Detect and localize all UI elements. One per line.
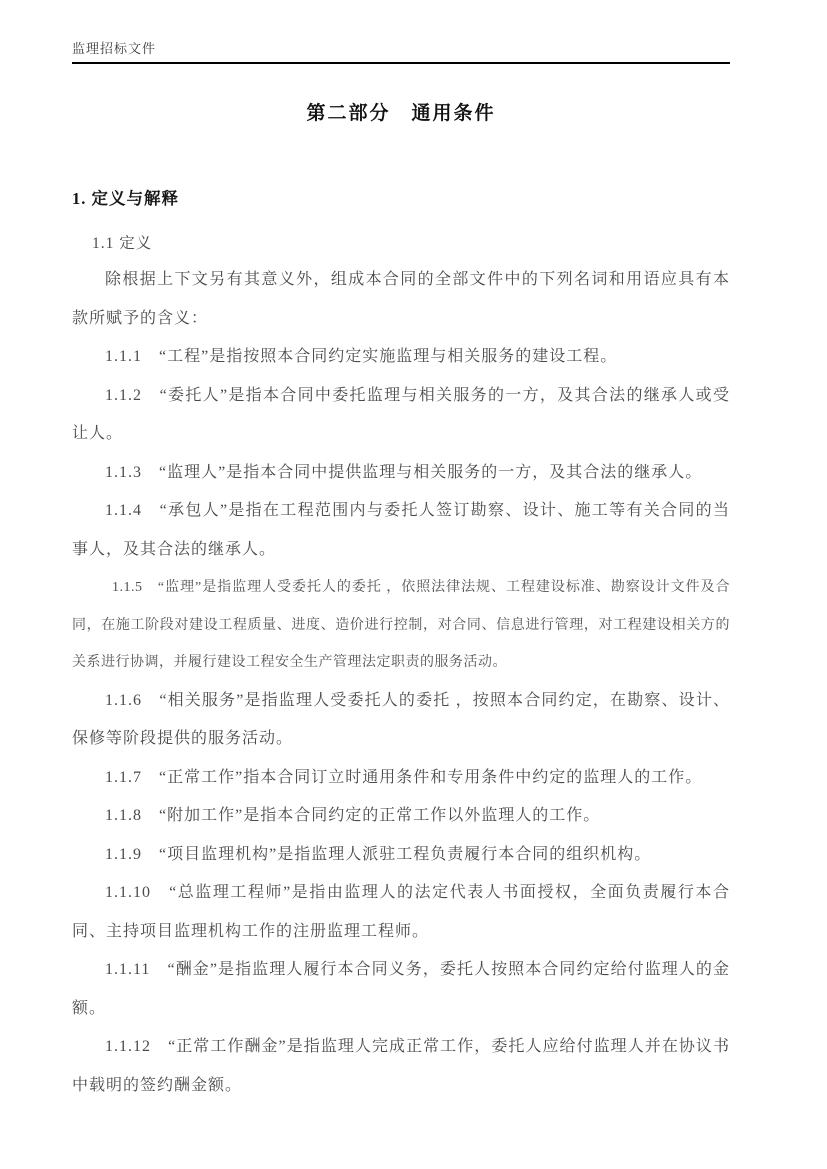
clause-1-1-2: 1.1.2 “委托人”是指本合同中委托监理与相关服务的一方，及其合法的继承人或受让人。 — [72, 386, 730, 442]
definitions-body — [72, 261, 730, 1105]
header-title: 监理招标文件 — [72, 41, 157, 56]
subsection-heading: 1.1 定义 — [92, 235, 153, 252]
clause-1-1-8: 1.1.8 “附加工作”是指本合同约定的正常工作以外监理人的工作。 — [105, 807, 601, 824]
clause-1-1-5: 1.1.5 “监理”是指监理人受委托人的委托 ，依照法律法规、工程建设标准、勘察设计文件及合同，在施工阶段对建设工程质量、进度、造价进行控制，对合同、信息进行管理，对工程建设相关方的关系进行协调，并履行建设工程安全生产管理法定职责的服务活动。 — [72, 580, 730, 670]
clause-1-1-7: 1.1.7 “正常工作”指本合同订立时通用条件和专用条件中约定的监理人的工作。 — [105, 768, 703, 786]
clause-1-1-12: 1.1.12 “正常工作酬金”是指监理人完成正常工作，委托人应给付监理人并在协议书中载明的签约酬金额。 — [72, 1038, 730, 1094]
clause-1-1-11: 1.1.11 “酬金”是指监理人履行本合同义务，委托人按照本合同约定给付监理人的金额。 — [72, 961, 730, 1017]
document-title: 第二部分 通用条件 — [306, 103, 496, 124]
page-header — [72, 38, 730, 64]
clause-1-1-9: 1.1.9 “项目监理机构”是指监理人派驻工程负责履行本合同的组织机构。 — [105, 845, 652, 863]
clause-1-1-6: 1.1.6 “相关服务”是指监理人受委托人的委托 ，按照本合同约定，在勘察、设计、保修等阶段提供的服务活动。 — [72, 691, 730, 747]
clause-1-1-10: 1.1.10 “总监理工程师”是指由监理人的法定代表人书面授权，全面负责履行本合同、主持项目监理机构工作的注册监理工程师。 — [72, 884, 730, 940]
clause-1-1-4: 1.1.4 “承包人”是指在工程范围内与委托人签订勘察、设计、施工等有关合同的当事人，及其合法的继承人。 — [72, 502, 730, 558]
intro-paragraph: 除根据上下文另有其意义外，组成本合同的全部文件中的下列名词和用语应具有本款所赋予的含义： — [72, 271, 730, 327]
section-heading: 1. 定义与解释 — [72, 189, 179, 208]
clause-1-1-1: 1.1.1 “工程”是指按照本合同约定实施监理与相关服务的建设工程。 — [105, 348, 618, 365]
clause-1-1-3: 1.1.3 “监理人”是指本合同中提供监理与相关服务的一方，及其合法的继承人。 — [105, 463, 703, 481]
